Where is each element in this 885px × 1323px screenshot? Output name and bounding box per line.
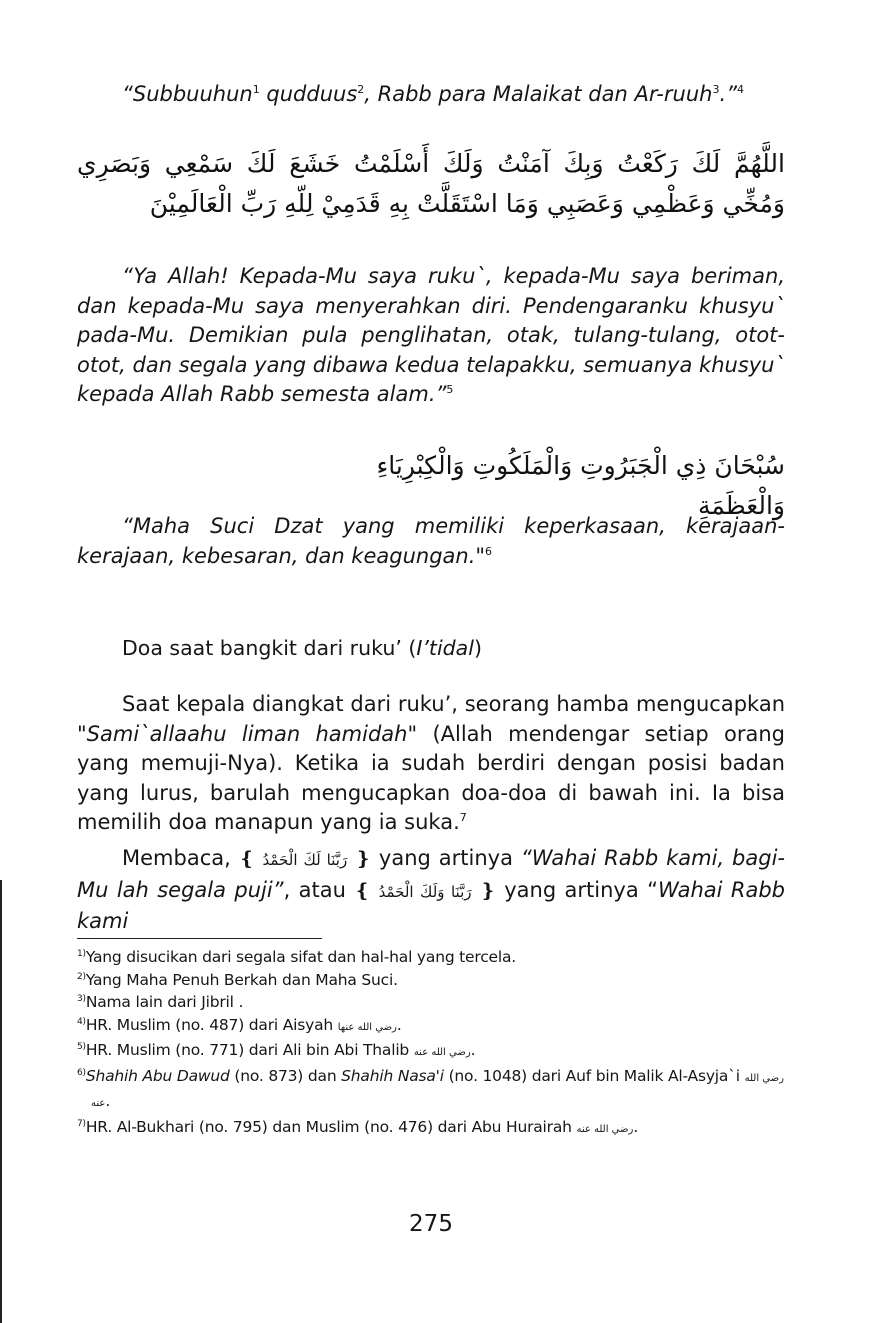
paragraph-itidal-intro xyxy=(77,690,785,838)
page-edge-line xyxy=(0,880,2,1323)
footnote-1 xyxy=(77,946,787,969)
intro-text-3: , Rabb para Malaikat dan Ar-ruuh xyxy=(364,82,713,106)
paragraph-2-quote-1: “Wahai Rabb kami, bagi-Mu lah segala puji” xyxy=(77,846,785,902)
footnote-after: . xyxy=(470,1041,476,1059)
footnote-2 xyxy=(77,969,787,992)
footnote-after: . xyxy=(633,1117,639,1136)
section-heading-itidal xyxy=(122,634,830,662)
dua-intro-transliteration xyxy=(122,80,785,110)
honorific-radhiyallahu-anhu-icon: رضي الله عنه xyxy=(413,1047,471,1058)
paragraph-1-text: Saat kepala diangkat dari ruku’, seorang hamba mengucapkan " xyxy=(77,692,785,746)
footnote-text: Yang disucikan dari segala sifat dan hal-hal yang tercela. xyxy=(85,948,517,966)
footnote-ref-4[interactable]: 4 xyxy=(737,83,745,96)
arabic-subhana-dzil-jabarut: سُبْحَانَ ذِي الْجَبَرُوتِ وَالْمَلَكُوتِ وَالْكِبْرِيَاءِ وَالْعَظَمَةِ xyxy=(376,451,785,520)
arabic-dua-ruku: اللَّهُمَّ لَكَ رَكَعْتُ وَبِكَ آمَنْتُ وَلَكَ أَسْلَمْتُ خَشَعَ لَكَ سَمْعِي وَبَصَرِي وَمُخِّي وَعَظْمِي وَعَصَبِي وَمَا اسْتَقَلَّتْ بِهِ قَدَمِيْ لِلّهِ رَبِّ الْعَالَمِيْنَ xyxy=(77,149,785,218)
arabic-rabbana-lakal-hamd: رَبَّنَا لَكَ الْحَمْدُ xyxy=(262,851,348,869)
paragraph-rabbana-lakal-hamd xyxy=(77,844,785,937)
paragraph-2-text-3: , atau xyxy=(283,877,355,902)
footnotes xyxy=(77,946,787,1141)
footnote-ref-2[interactable]: 2 xyxy=(357,83,365,96)
footnote-4 xyxy=(77,1014,787,1040)
footnote-after: . xyxy=(105,1092,111,1110)
footnote-separator xyxy=(77,938,322,939)
footnote-text: HR. Muslim (no. 771) dari Ali bin Abi Thalib xyxy=(85,1041,414,1059)
ornate-bracket-close: ❵ xyxy=(355,848,372,870)
footnote-5 xyxy=(77,1039,787,1065)
heading-italic-itidal: I’tidal xyxy=(416,636,474,660)
heading-close: ) xyxy=(473,636,482,660)
paragraph-2-text-4: yang artinya “ xyxy=(495,877,658,902)
translation-1-text: “Ya Allah! Kepada-Mu saya ruku`, kepada-Mu saya beriman, dan kepada-Mu saya menyerahkan diri. Pendengaranku khusyu` pada-Mu. Demikian pula penglihatan, otak, tulang-tulang, otot-otot, dan segala yang dibawa kedua telapakku, semuanya khusyu` kepada Allah Rabb semesta alam.” xyxy=(77,264,785,406)
footnote-7 xyxy=(77,1116,787,1142)
footnote-ref-6[interactable]: 6 xyxy=(485,544,493,558)
footnote-number: 2) xyxy=(77,971,86,982)
paragraph-2-text-1: Membaca, xyxy=(122,846,239,870)
footnote-book-title-2: Shahih Nasa'i xyxy=(341,1066,444,1085)
translation-subhana xyxy=(77,512,785,571)
footnote-6 xyxy=(77,1065,787,1116)
footnote-number: 7) xyxy=(77,1118,86,1129)
paragraph-1-italic: Sami`allaahu liman hamidah xyxy=(86,721,408,746)
footnote-number: 6) xyxy=(77,1067,86,1078)
honorific-radhiyallahu-anhu-icon: رضي الله عنه xyxy=(576,1123,634,1135)
footnote-ref-5[interactable]: 5 xyxy=(446,383,454,396)
intro-text-4: .” xyxy=(719,82,738,106)
footnote-ref-1[interactable]: 1 xyxy=(252,83,260,96)
footnote-book-title-1: Shahih Abu Dawud xyxy=(85,1066,230,1085)
ornate-bracket-close-2: ❵ xyxy=(479,879,496,902)
footnote-text: Nama lain dari Jibril . xyxy=(85,993,244,1011)
footnote-number: 1) xyxy=(77,948,86,959)
paragraph-1-rest: " (Allah mendengar setiap orang yang memuji-Nya). Ketika ia sudah berdiri dengan posisi badan yang lurus, barulah mengucapkan doa-doa di bawah ini. Ia bisa memilih doa manapun yang ia suka. xyxy=(77,721,785,834)
footnote-3 xyxy=(77,991,787,1014)
heading-text: Doa saat bangkit dari ruku’ ( xyxy=(122,636,417,660)
paragraph-2-quote-2: Wahai Rabb kami xyxy=(77,877,785,933)
translation-dua-ruku xyxy=(77,262,785,410)
footnote-after: . xyxy=(396,1015,402,1034)
intro-text-1: “Subbuuhun xyxy=(122,82,253,106)
footnote-number: 5) xyxy=(77,1041,86,1052)
footnote-number: 4) xyxy=(77,1016,86,1027)
ornate-bracket-open: ❴ xyxy=(238,848,255,870)
intro-text-2: qudduus xyxy=(259,82,358,106)
translation-2-text: “Maha Suci Dzat yang memiliki keperkasaan, kerajaan-kerajaan, kebesaran, dan keagungan." xyxy=(77,514,785,568)
footnote-text: (no. 873) dan xyxy=(229,1066,342,1085)
page-number: 275 xyxy=(409,1211,453,1237)
footnote-ref-3[interactable]: 3 xyxy=(712,83,720,96)
honorific-radhiyallahu-anha-icon: رضي الله عنها xyxy=(337,1021,397,1033)
footnote-text: Yang Maha Penuh Berkah dan Maha Suci. xyxy=(85,970,398,989)
honorific-radhiyallahu-anhu-icon: رضي الله عنه xyxy=(91,1072,784,1109)
arabic-rabbana-walakal-hamd: رَبَّنَا وَلَكَ الْحَمْدُ xyxy=(378,882,472,901)
footnote-text-2: (no. 1048) dari Auf bin Malik Al-Asyja`i xyxy=(443,1066,745,1085)
footnote-text: HR. Al-Bukhari (no. 795) dan Muslim (no. 476) dari Abu Hurairah xyxy=(85,1117,577,1136)
paragraph-2-text-2: yang artinya xyxy=(371,846,521,870)
footnote-ref-7[interactable]: 7 xyxy=(459,811,467,824)
ornate-bracket-open-2: ❴ xyxy=(354,879,371,902)
footnote-number: 3) xyxy=(77,993,86,1004)
footnote-text: HR. Muslim (no. 487) dari Aisyah xyxy=(85,1015,338,1034)
